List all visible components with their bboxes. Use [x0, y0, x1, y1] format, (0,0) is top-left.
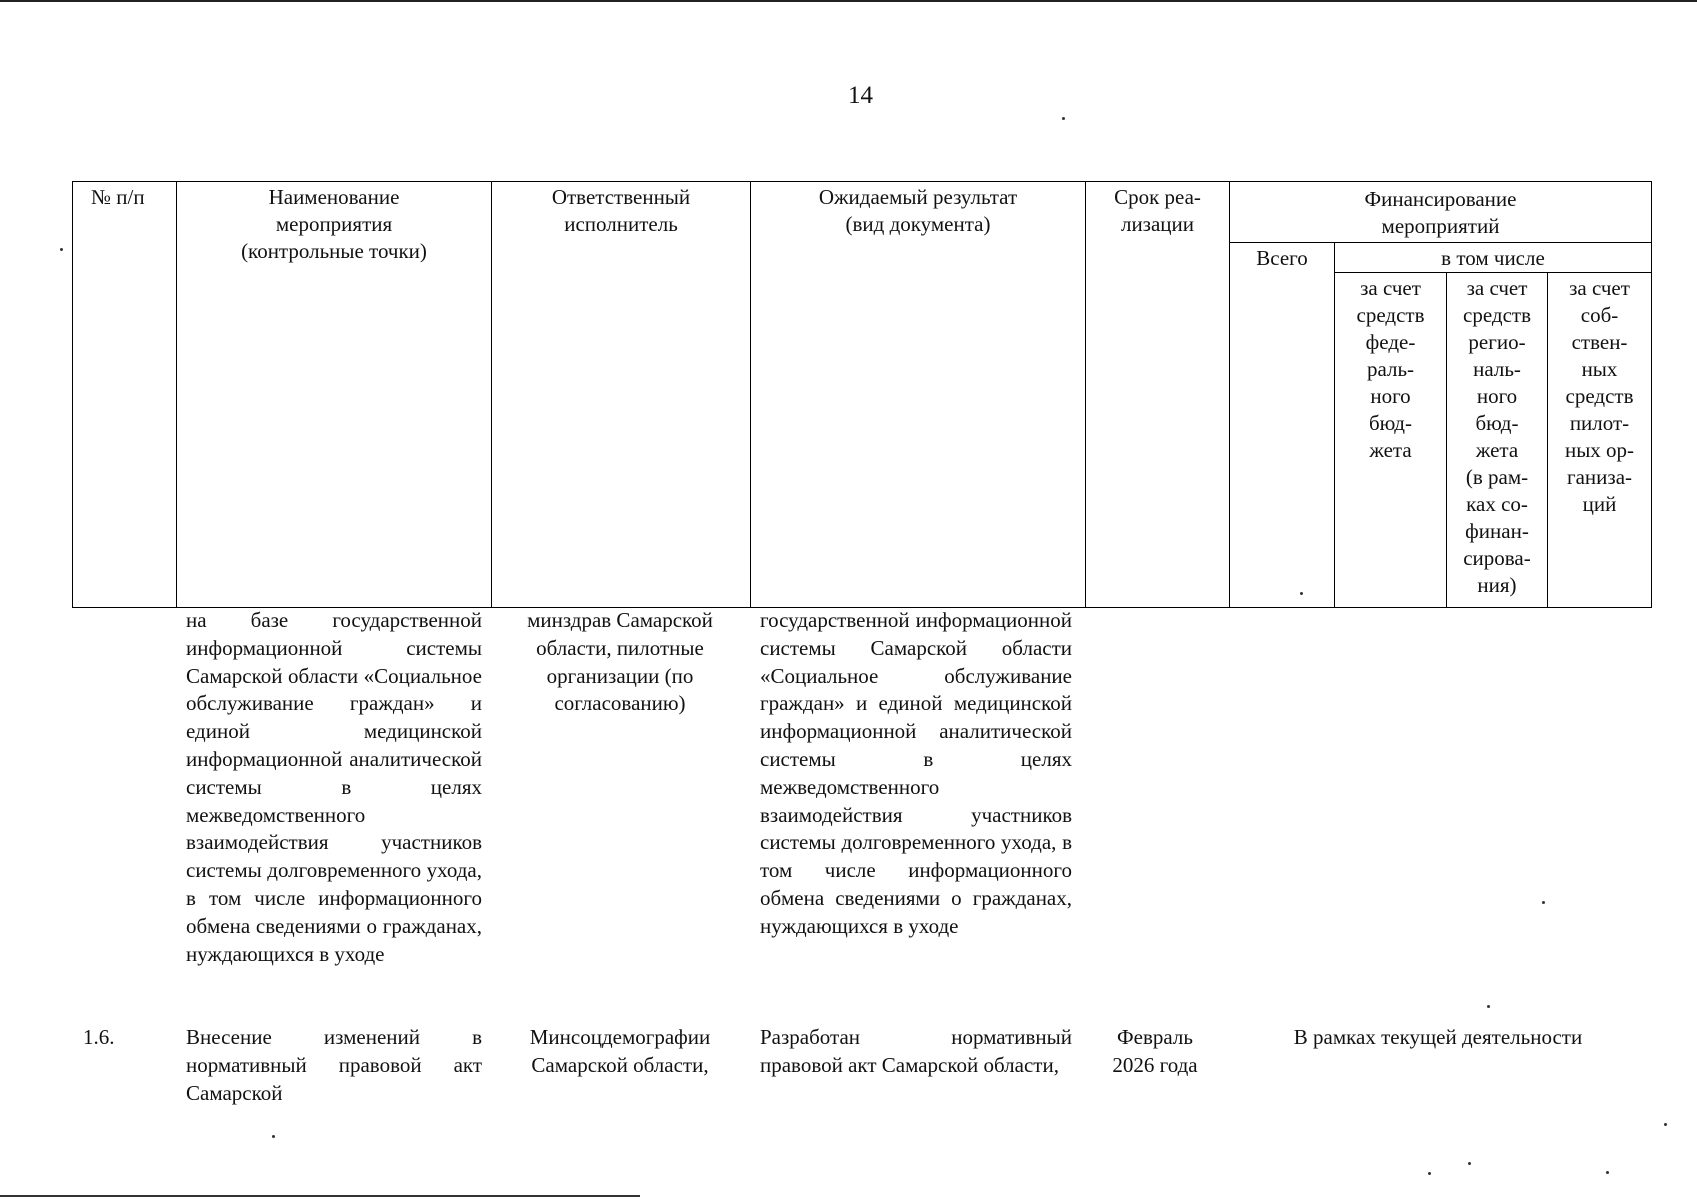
header-name: Наименование мероприятия (контрольные точки) [177, 182, 492, 608]
scan-speck [1664, 1123, 1667, 1126]
scan-speck [272, 1135, 275, 1138]
table-header [72, 181, 1652, 608]
row-1-6-financing: В рамках текущей деятельности [1293, 1025, 1583, 1049]
header-executor: Ответственный исполнитель [492, 182, 751, 608]
header-num: № п/п [73, 182, 177, 608]
header-federal: за счет средств феде- раль- ного бюд- жета [1335, 273, 1447, 608]
row-1-6-name: Внесение изменений в нормативный правовой акт Самарской [186, 1025, 482, 1105]
scan-edge-bottom [0, 1195, 640, 1197]
scan-edge-top [0, 0, 1697, 2]
header-result: Ожидаемый результат (вид документа) [751, 182, 1086, 608]
scan-speck [1606, 1171, 1609, 1174]
row-1-6-result: Разработан нормативный правовой акт Самарской области, [760, 1025, 1072, 1077]
scan-speck [1300, 592, 1303, 595]
row-1-6-num: 1.6. [83, 1025, 115, 1049]
header-regional: за счет средств регио- наль- ного бюд- жета (в рам- ках со- финан- сирова- ния) [1447, 273, 1548, 608]
scan-speck [1468, 1162, 1471, 1165]
header-total: Всего [1230, 243, 1335, 608]
row-1-6-term: Февраль 2026 года [1112, 1025, 1198, 1077]
header-financing: Финансирование мероприятий [1230, 182, 1652, 243]
header-including: в том числе [1335, 243, 1652, 273]
scan-speck [1428, 1172, 1431, 1175]
scan-speck [1062, 117, 1065, 120]
scan-speck [60, 248, 63, 251]
row-continuation-result: государственной информационной системы Самарской области «Социальное обслуживание граждан» и единой медицинской информационной аналитической системы в целях межведомственного взаимодействия участников системы долговременного ухода, в том числе информационного обмена сведениями о гражданах, нуждающихся в уходе [760, 608, 1072, 938]
scan-speck [1487, 1005, 1490, 1008]
row-continuation-executor: минздрав Самарской области, пилотные организации (по согласованию) [527, 608, 713, 716]
row-1-6-executor: Минсоцдемографии Самарской области, [529, 1025, 711, 1077]
row-continuation-name: на базе государственной информационной системы Самарской области «Социальное обслуживание граждан» и единой медицинской информационной аналитической системы в целях межведомственного взаимодействия участников системы долговременного ухода, в том числе информационного обмена сведениями о гражданах, нуждающихся в уходе [186, 608, 482, 966]
scan-speck [1542, 901, 1545, 904]
header-own: за счет соб- ствен- ных средств пилот- ных ор- ганиза- ций [1548, 273, 1652, 608]
header-term: Срок реа- лизации [1086, 182, 1230, 608]
page-number: 14 [848, 82, 873, 109]
